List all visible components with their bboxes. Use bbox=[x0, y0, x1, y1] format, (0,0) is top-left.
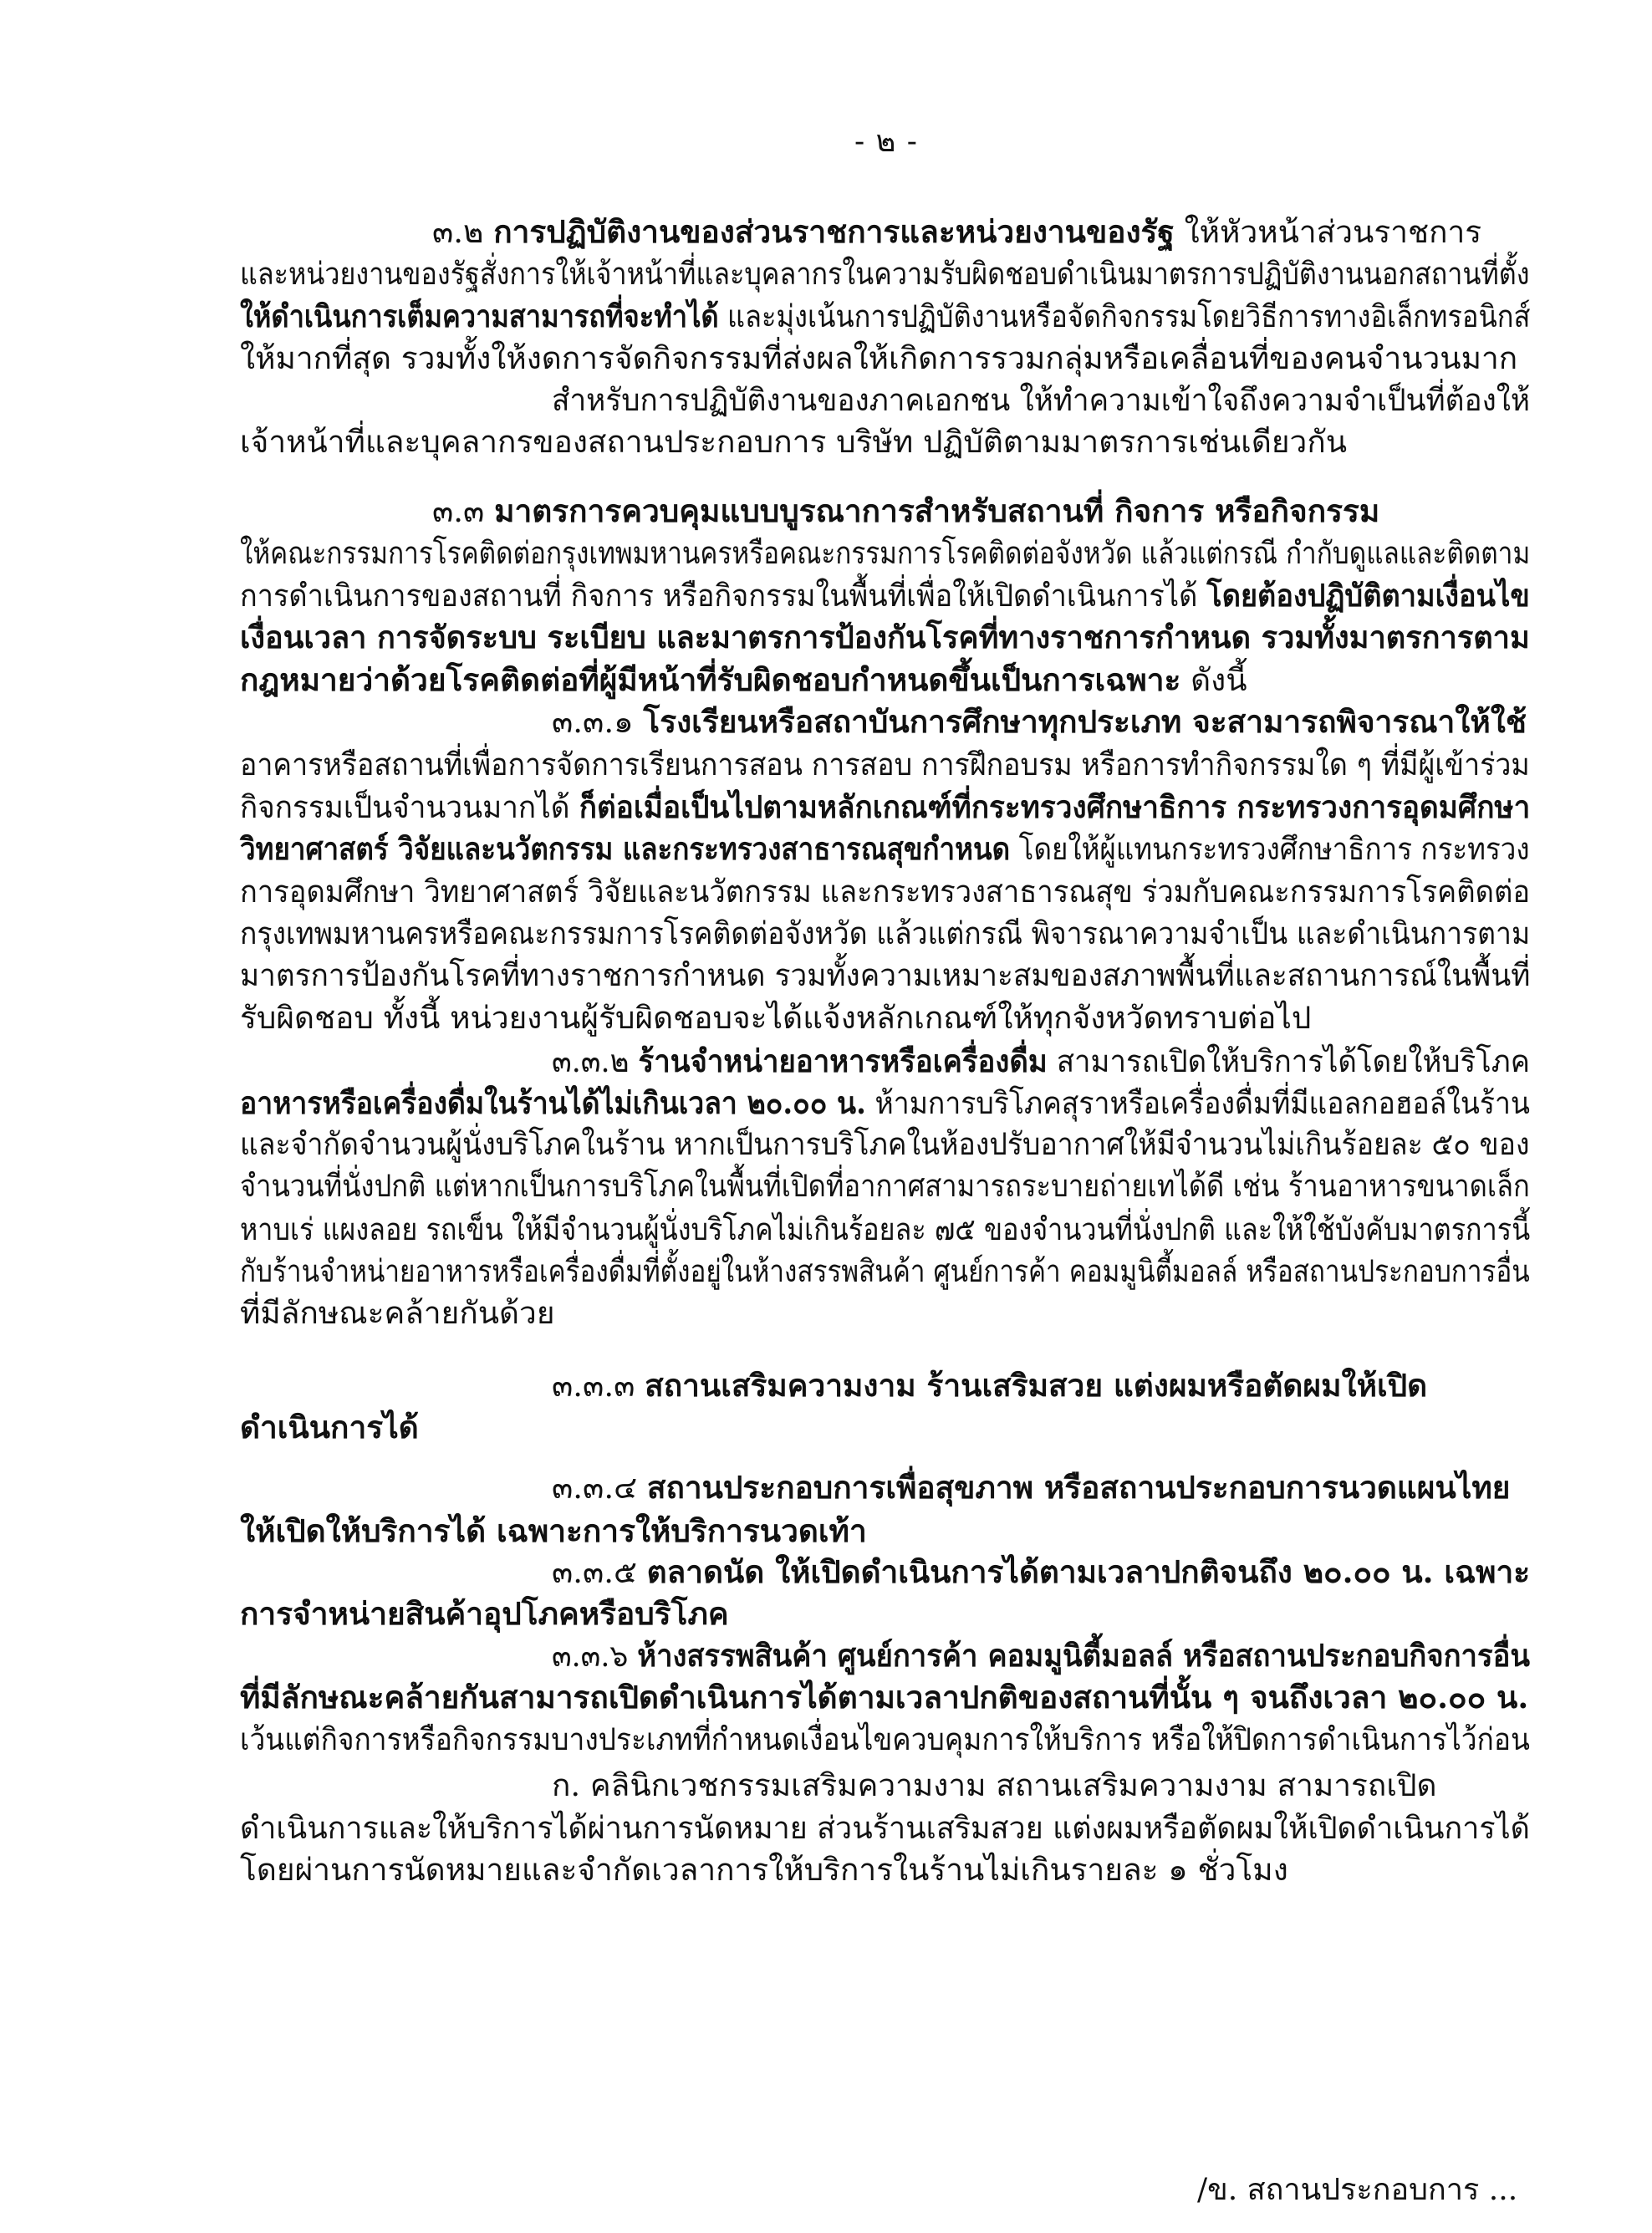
text-line bbox=[552, 701, 1527, 743]
text-segment: สถานเสริมความงาม ร้านเสริมสวย แต่งผมหรือตัดผมให้เปิด bbox=[645, 1367, 1428, 1404]
continuation-footer: /ข. สถานประกอบการ ... bbox=[1197, 2173, 1518, 2207]
text-line bbox=[240, 1082, 1530, 1124]
text-segment: อาคารหรือสถานที่เพื่อการจัดการเรียนการสอน การสอบ การฝึกอบรม หรือการทำกิจกรรมใด ๆ ที่มีผู้เข้าร่วม bbox=[240, 747, 1530, 783]
text-line bbox=[240, 338, 1517, 380]
text-line bbox=[240, 997, 1311, 1039]
text-segment: อาหารหรือเครื่องดื่มในร้านได้ไม่เกินเวลา ๒๐.๐๐ น. bbox=[240, 1084, 866, 1121]
text-segment: รับผิดชอบ ทั้งนี้ หน่วยงานผู้รับผิดชอบจะได้แจ้งหลักเกณฑ์ให้ทุกจังหวัดทราบต่อไป bbox=[240, 1000, 1312, 1036]
text-segment: ที่มีลักษณะคล้ายกันด้วย bbox=[240, 1295, 555, 1331]
text-line bbox=[432, 211, 1481, 253]
text-segment: โดยให้ผู้แทนกระทรวงศึกษาธิการ กระทรวง bbox=[1010, 831, 1530, 867]
text-line bbox=[240, 1165, 1530, 1207]
text-segment: มาตรการป้องกันโรคที่ทางราชการกำหนด รวมทั้งความเหมาะสมของสภาพพื้นที่และสถานการณ์ในพื้นที่ bbox=[240, 957, 1531, 993]
text-segment: โดยผ่านการนัดหมายและจำกัดเวลาการให้บริการในร้านไม่เกินรายละ ๑ ชั่วโมง bbox=[240, 1852, 1288, 1888]
text-segment: วิทยาศาสตร์ วิจัยและนวัตกรรม และกระทรวงสาธารณสุขกำหนด bbox=[240, 830, 1011, 867]
text-segment: ที่มีลักษณะคล้ายกันสามารถเปิดดำเนินการได้ตามเวลาปกติของสถานที่นั้น ๆ จนถึงเวลา ๒๐.๐๐ น. bbox=[240, 1679, 1529, 1716]
text-line bbox=[240, 659, 1247, 701]
text-segment: สามารถเปิดให้บริการได้โดยให้บริโภค bbox=[1047, 1043, 1530, 1079]
text-segment: การจำหน่ายสินค้าอุปโภคหรือบริโภค bbox=[240, 1595, 729, 1632]
page-number: - ๒ - bbox=[854, 125, 918, 159]
text-line bbox=[240, 1251, 1530, 1292]
text-segment: โดยต้องปฏิบัติตามเงื่อนไข bbox=[1206, 577, 1530, 614]
text-line bbox=[552, 1466, 1510, 1509]
text-line bbox=[240, 1510, 867, 1552]
text-segment: ให้เปิดให้บริการได้ เฉพาะการให้บริการนวดเท้า bbox=[240, 1512, 867, 1549]
text-segment: ๓.๓ bbox=[432, 493, 495, 529]
text-segment: เงื่อนเวลา การจัดระบบ ระเบียบ และมาตรการป้องกันโรคที่ทางราชการกำหนด รวมทั้งมาตรการตาม bbox=[240, 619, 1530, 655]
text-line bbox=[240, 1807, 1530, 1849]
text-segment: ๓.๓.๒ bbox=[552, 1043, 639, 1079]
text-segment: ๓.๒ bbox=[432, 214, 494, 250]
text-segment: หาบเร่ แผงลอย รถเข็น ให้มีจำนวนผู้นั่งบริโภคไม่เกินร้อยละ ๗๕ ของจำนวนที่นั่งปกติ และให้ใช้บังคับมาตรการนี้ bbox=[240, 1211, 1531, 1247]
text-line bbox=[552, 380, 1530, 421]
text-line bbox=[240, 1593, 729, 1635]
text-segment: เว้นแต่กิจการหรือกิจกรรมบางประเภทที่กำหนดเงื่อนไขควบคุมการให้บริการ หรือให้ปิดการดำเนินการไว้ก่อน bbox=[240, 1721, 1530, 1757]
text-line bbox=[240, 1209, 1530, 1251]
text-line bbox=[240, 1406, 419, 1449]
text-segment: ดำเนินการและให้บริการได้ผ่านการนัดหมาย ส่วนร้านเสริมสวย แต่งผมหรือตัดผมให้เปิดดำเนินการได้ bbox=[240, 1810, 1530, 1846]
text-segment: ห้ามการบริโภคสุราหรือเครื่องดื่มที่มีแอลกอฮอล์ในร้าน bbox=[865, 1085, 1530, 1121]
text-line bbox=[552, 1551, 1530, 1593]
text-line bbox=[552, 1634, 1530, 1677]
text-line bbox=[552, 1040, 1530, 1083]
text-segment: โรงเรียนหรือสถาบันการศึกษาทุกประเภท จะสามารถพิจารณาให้ใช้ bbox=[643, 703, 1527, 740]
text-line bbox=[552, 1765, 1437, 1807]
text-line bbox=[240, 786, 1530, 828]
text-segment: สำหรับการปฏิบัติงานของภาคเอกชน ให้ทำความเข้าใจถึงความจำเป็นที่ต้องให้ bbox=[552, 382, 1531, 418]
text-line bbox=[240, 421, 1347, 463]
text-line bbox=[552, 1364, 1427, 1407]
text-line bbox=[240, 295, 1530, 338]
text-segment: ให้มากที่สุด รวมทั้งให้งดการจัดกิจกรรมที่ส่งผลให้เกิดการรวมกลุ่มหรือเคลื่อนที่ของคนจำนวนมาก bbox=[240, 340, 1518, 376]
text-segment: ๓.๓.๖ bbox=[552, 1638, 638, 1674]
text-segment: กฎหมายว่าด้วยโรคติดต่อที่ผู้มีหน้าที่รับผิดชอบกำหนดขึ้นเป็นการเฉพาะ bbox=[240, 661, 1181, 698]
text-segment: ตลาดนัด ให้เปิดดำเนินการได้ตามเวลาปกติจนถึง ๒๐.๐๐ น. เฉพาะ bbox=[646, 1553, 1531, 1590]
text-line bbox=[240, 574, 1530, 617]
text-line bbox=[240, 253, 1530, 295]
text-segment: ดังนี้ bbox=[1180, 662, 1247, 698]
text-segment: ๓.๓.๓ bbox=[552, 1368, 645, 1404]
text-line bbox=[432, 490, 1379, 533]
text-segment: ให้คณะกรรมการโรคติดต่อกรุงเทพมหานครหรือคณะกรรมการโรคติดต่อจังหวัด แล้วแต่กรณี กำกับดูแลและติดตาม bbox=[240, 535, 1531, 571]
text-segment: และมุ่งเน้นการปฏิบัติงานหรือจัดกิจกรรมโดยวิธีการทางอิเล็กทรอนิกส์ bbox=[718, 298, 1531, 334]
text-segment: ก. คลินิกเวชกรรมเสริมความงาม สถานเสริมความงาม สามารถเปิด bbox=[552, 1767, 1437, 1803]
text-line bbox=[240, 1676, 1528, 1719]
text-line bbox=[240, 955, 1530, 997]
text-segment: ๓.๓.๕ bbox=[552, 1554, 647, 1590]
text-segment: เจ้าหน้าที่และบุคลากรของสถานประกอบการ บริษัท ปฏิบัติตามมาตรการเช่นเดียวกัน bbox=[240, 424, 1348, 460]
text-line bbox=[240, 1849, 1288, 1891]
text-line bbox=[240, 616, 1530, 659]
text-segment: ๓.๓.๑ bbox=[552, 704, 644, 740]
text-segment: ให้หัวหน้าส่วนราชการ bbox=[1174, 214, 1482, 250]
text-line bbox=[240, 1124, 1530, 1165]
text-segment: กับร้านจำหน่ายอาหารหรือเครื่องดื่มที่ตั้งอยู่ในห้างสรรพสินค้า ศูนย์การค้า คอมมูนิตี้มอลล์ หรือสถานประกอบการอื่น bbox=[240, 1253, 1530, 1289]
text-segment: และหน่วยงานของรัฐสั่งการให้เจ้าหน้าที่และบุคลากรในความรับผิดชอบดำเนินมาตรการปฏิบัติงานนอกสถานที่ตั้ง bbox=[240, 256, 1530, 292]
text-segment: การอุดมศึกษา วิทยาศาสตร์ วิจัยและนวัตกรรม และกระทรวงสาธารณสุข ร่วมกับคณะกรรมการโรคติดต่อ bbox=[240, 874, 1531, 910]
text-line bbox=[240, 913, 1530, 955]
text-segment: กิจกรรมเป็นจำนวนมากได้ bbox=[240, 789, 579, 825]
text-segment: กรุงเทพมหานครหรือคณะกรรมการโรคติดต่อจังหวัด แล้วแต่กรณี พิจารณาความจำเป็น และดำเนินการตาม bbox=[240, 915, 1531, 951]
text-segment: การดำเนินการของสถานที่ กิจการ หรือกิจกรรมในพื้นที่เพื่อให้เปิดดำเนินการได้ bbox=[240, 578, 1207, 614]
text-line bbox=[240, 871, 1530, 913]
text-segment: และจำกัดจำนวนผู้นั่งบริโภคในร้าน หากเป็นการบริโภคในห้องปรับอากาศให้มีจำนวนไม่เกินร้อยละ ๕๐ ของ bbox=[240, 1126, 1530, 1162]
text-segment: ห้างสรรพสินค้า ศูนย์การค้า คอมมูนิตี้มอลล์ หรือสถานประกอบกิจการอื่น bbox=[637, 1637, 1531, 1674]
text-line bbox=[240, 744, 1530, 786]
text-segment: การปฏิบัติงานของส่วนราชการและหน่วยงานของรัฐ bbox=[493, 213, 1175, 250]
text-segment: ให้ดำเนินการเต็มความสามารถที่จะทำได้ bbox=[240, 298, 719, 334]
text-segment: ดำเนินการได้ bbox=[240, 1409, 419, 1445]
text-segment: มาตรการควบคุมแบบบูรณาการสำหรับสถานที่ กิจการ หรือกิจกรรม bbox=[494, 492, 1380, 529]
text-line bbox=[240, 533, 1530, 574]
text-segment: จำนวนที่นั่งปกติ แต่หากเป็นการบริโภคในพื้นที่เปิดที่อากาศสามารถระบายถ่ายเทได้ดี เช่น ร้านอาหารขนาดเล็ก bbox=[240, 1168, 1530, 1204]
text-line bbox=[240, 1719, 1530, 1761]
text-line bbox=[240, 828, 1530, 870]
text-segment: สถานประกอบการเพื่อสุขภาพ หรือสถานประกอบการนวดแผนไทย bbox=[646, 1469, 1511, 1506]
text-segment: ร้านจำหน่ายอาหารหรือเครื่องดื่ม bbox=[638, 1043, 1048, 1079]
text-line bbox=[240, 1292, 555, 1334]
text-segment: ๓.๓.๔ bbox=[552, 1470, 647, 1506]
text-segment: ก็ต่อเมื่อเป็นไปตามหลักเกณฑ์ที่กระทรวงศึกษาธิการ กระทรวงการอุดมศึกษา bbox=[579, 788, 1531, 825]
